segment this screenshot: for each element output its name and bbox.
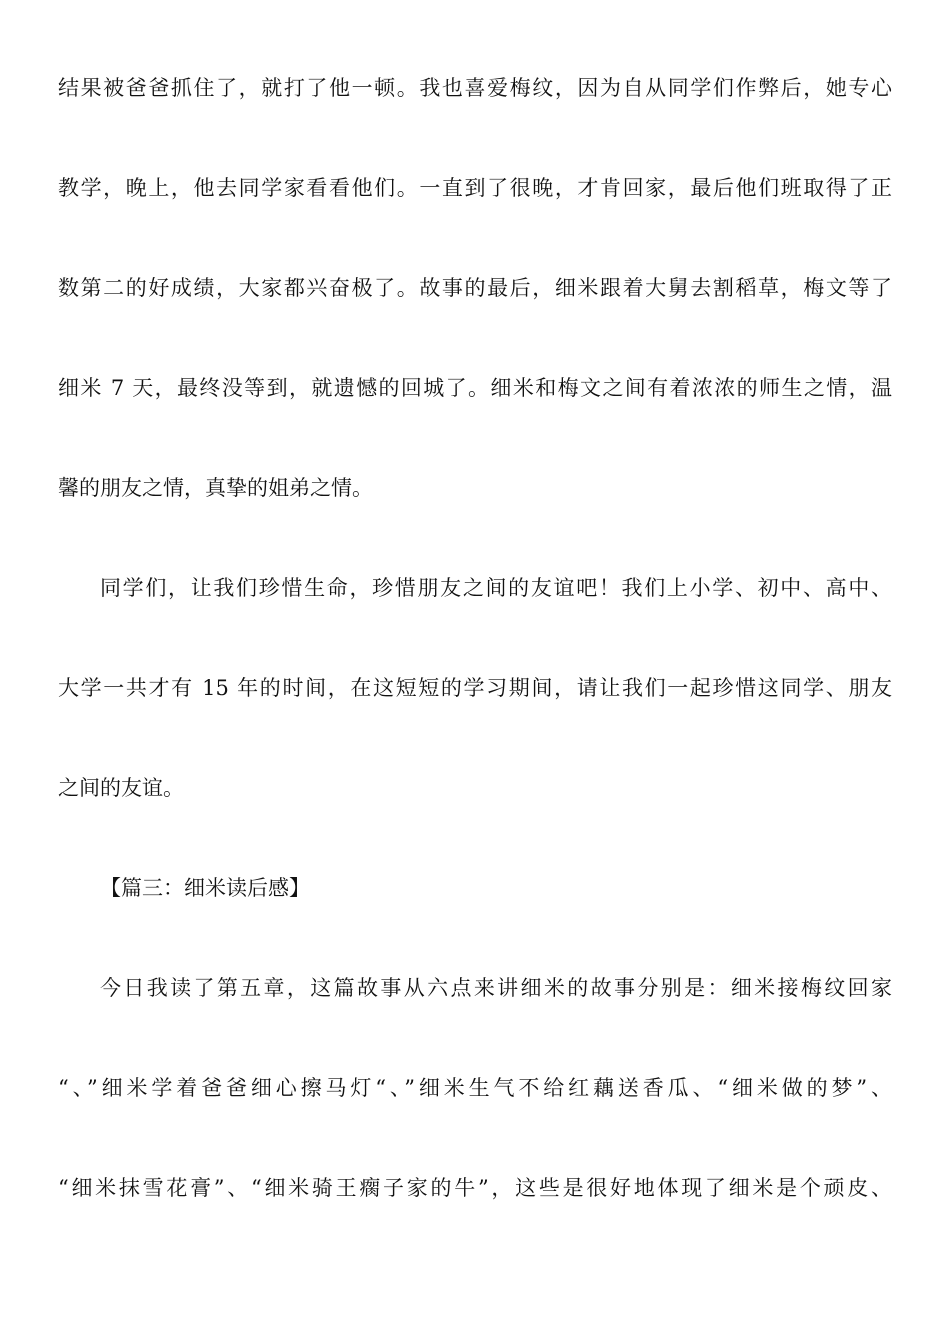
text-line: 数第二的好成绩，大家都兴奋极了。故事的最后，细米跟着大舅去割稻草，梅文等了 (58, 276, 892, 300)
text-line: 结果被爸爸抓住了，就打了他一顿。我也喜爱梅纹，因为自从同学们作弊后，她专心 (58, 76, 892, 100)
text-line: “细米抹雪花膏”、“细米骑王瘸子家的牛”，这些是很好地体现了细米是个顽皮、 (58, 1176, 892, 1200)
paragraph-first-line: 今日我读了第五章，这篇故事从六点来讲细米的故事分别是：细米接梅纹回家 (100, 976, 892, 1000)
text-line: 大学一共才有 15 年的时间，在这短短的学习期间，请让我们一起珍惜这同学、朋友 (58, 676, 892, 700)
paragraph-first-line: 同学们，让我们珍惜生命，珍惜朋友之间的友谊吧！我们上小学、初中、高中、 (100, 576, 892, 600)
text-line: 教学，晚上，他去同学家看看他们。一直到了很晚，才肯回家，最后他们班取得了正 (58, 176, 892, 200)
section-heading: 【篇三：细米读后感】 (100, 876, 310, 900)
text-line: 馨的朋友之情，真挚的姐弟之情。 (58, 476, 373, 500)
text-line: “、”细米学着爸爸细心擦马灯“、”细米生气不给红藕送香瓜、“细米做的梦”、 (58, 1076, 892, 1100)
text-line: 细米 7 天，最终没等到，就遗憾的回城了。细米和梅文之间有着浓浓的师生之情，温 (58, 376, 892, 400)
text-line: 之间的友谊。 (58, 776, 184, 800)
